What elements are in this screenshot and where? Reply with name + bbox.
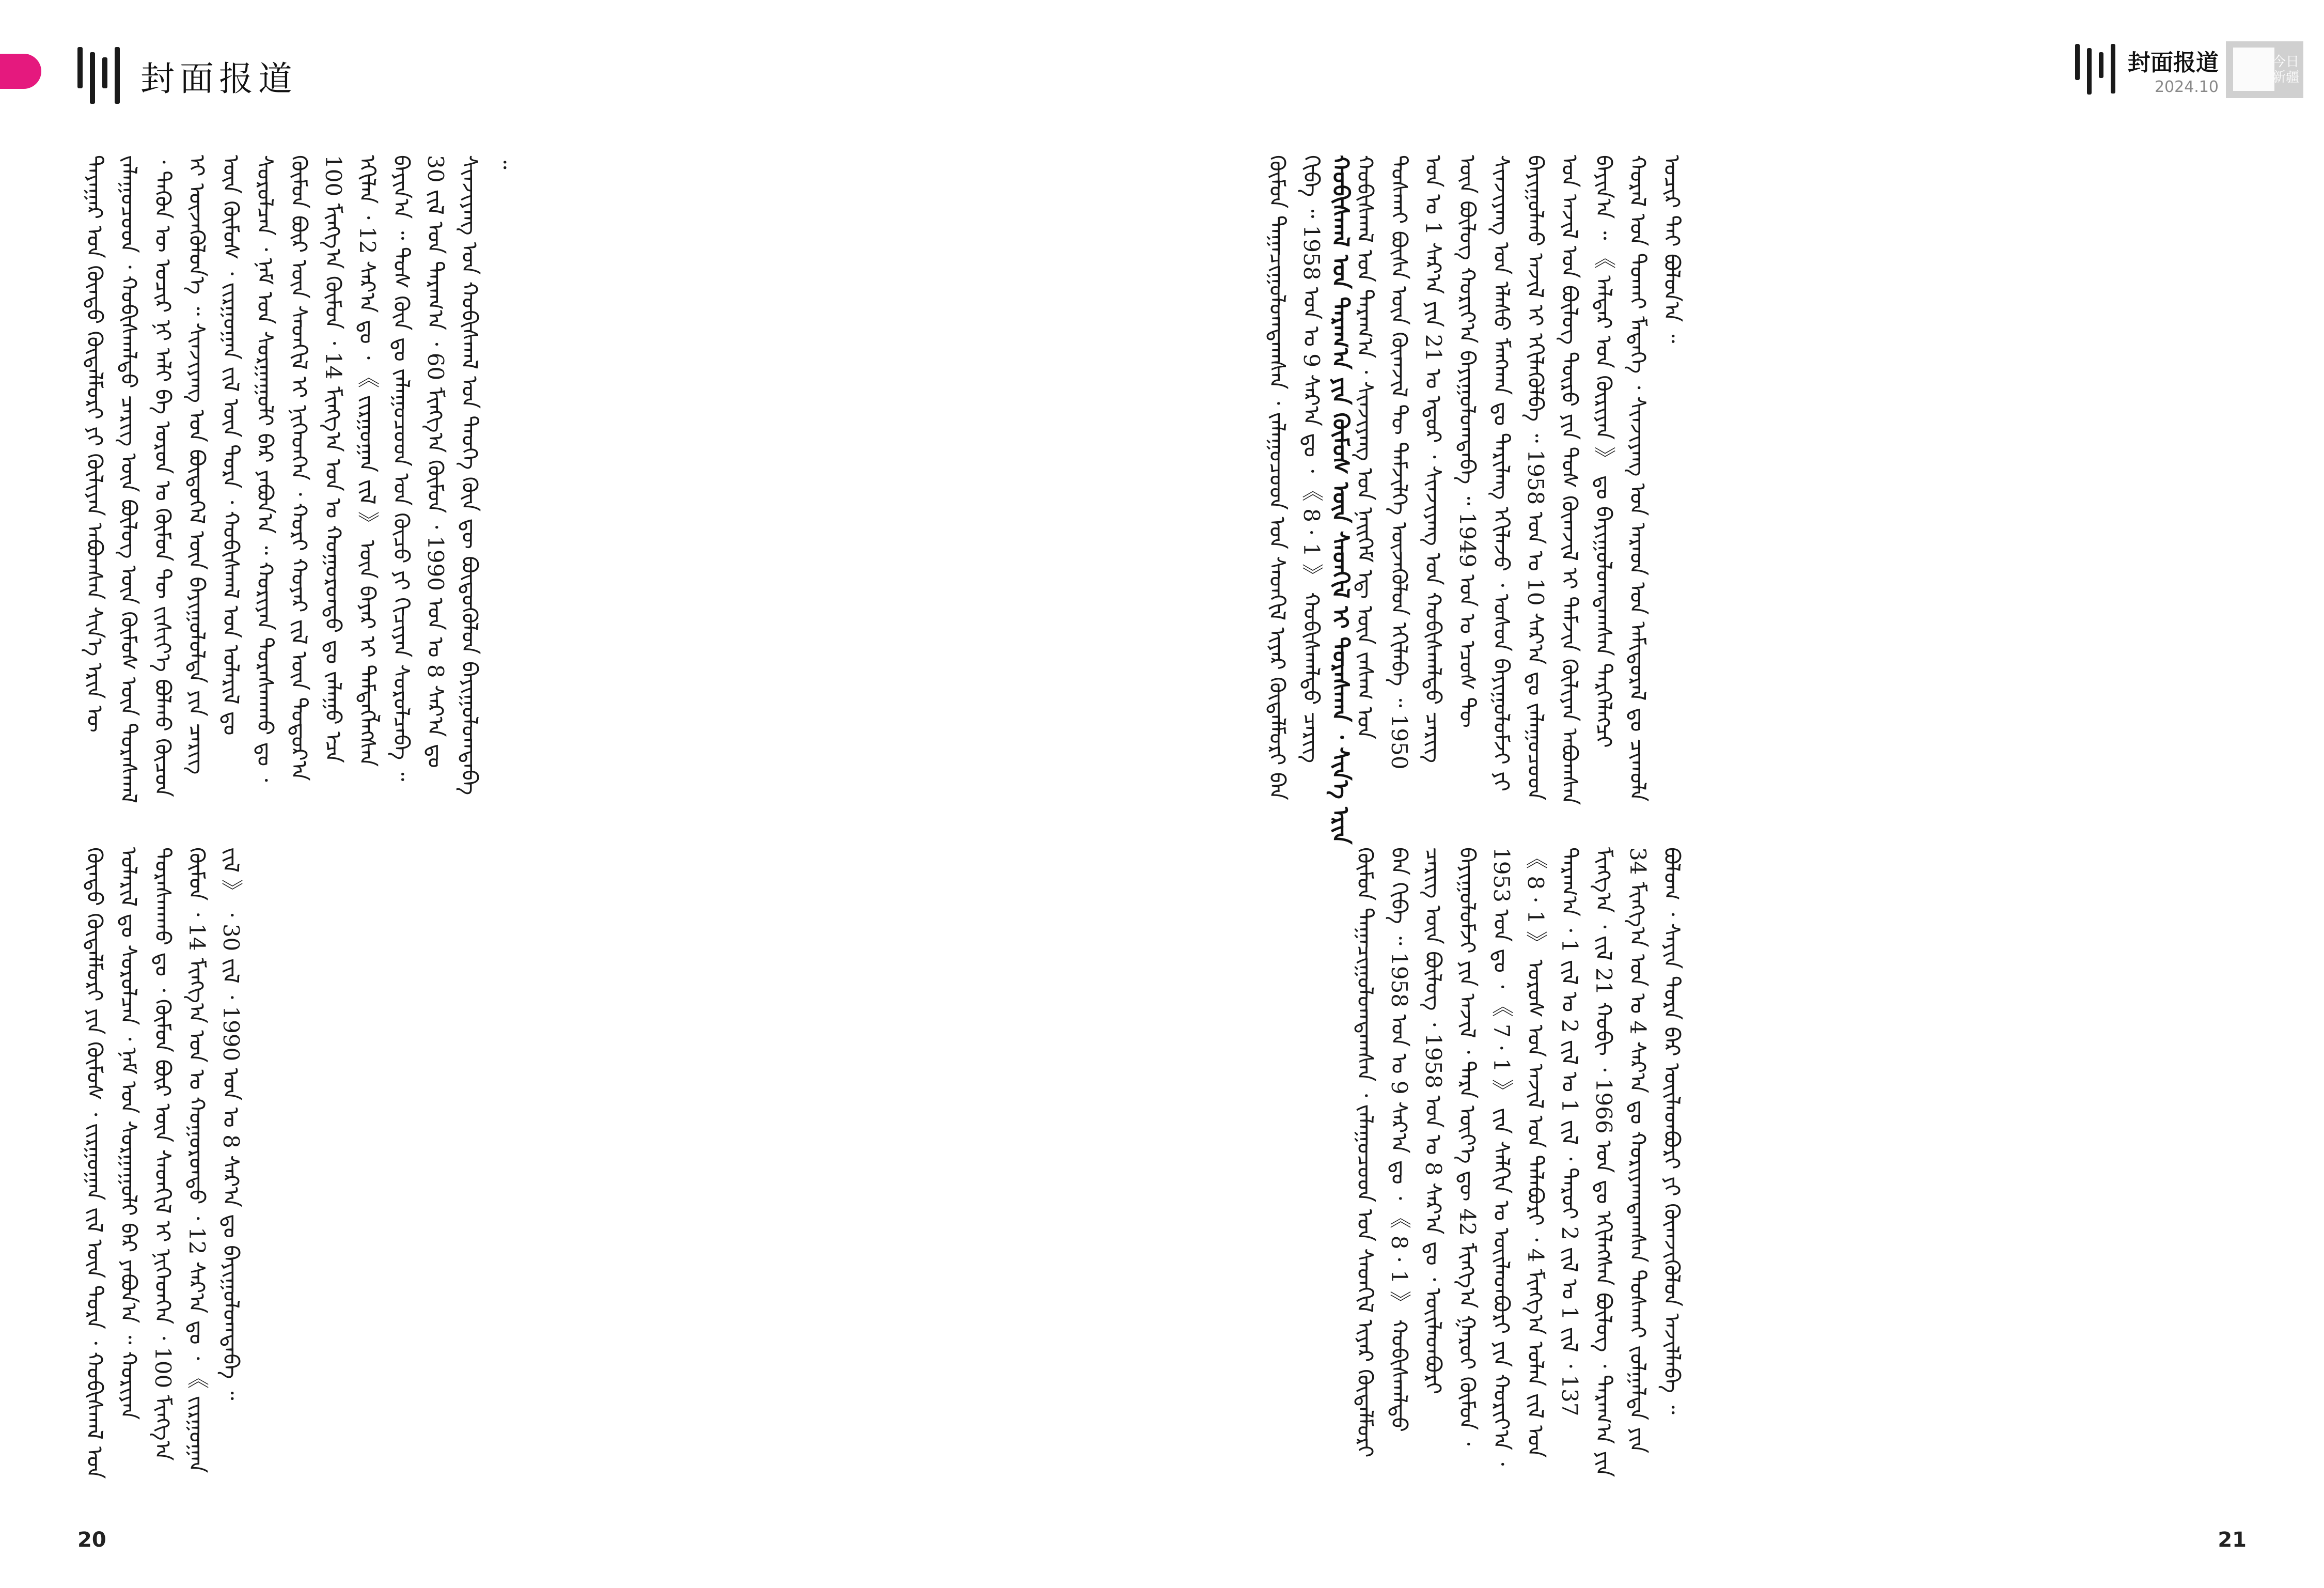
- section-marker-tab: [0, 54, 41, 89]
- article-text: ᠳᠠᠶᠠᠭᠠᠷ ᠤᠨ ᠬᠦᠨᠳᠦ ᠬᠦᠳᠡᠯᠮᠦᠷᠢ ᠶᠢ ᠬᠦᠯᠢᠶᠡᠨ ᠠᠪᠤᠭᠰᠠᠨ ᠰᠢᠨ᠎ᠡ ᠡᠷᠢᠨ ᠦ ᠵᠠᠯᠠᠭᠤᠴᠤᠳ ᠂ ᠬᠤᠪᠢᠰᠬᠠᠯᠲᠤ ᠴᠡᠷᠢᠭ ᠦᠨ ᠪᠦᠯᠦᠭ ᠦᠨ ᠬᠦᠮᠦᠰ ᠦᠨ ᠳᠤᠷᠠᠰᠬᠠᠯ ᠂ ᠲᠡᠭᠦᠨ ᠦ ᠤᠴᠢᠷ ᠨᠢ ᠠᠯᠢ ᠪᠠ ᠤᠷᠤᠨ ᠤ ᠬᠦᠮᠦᠨ ᠲᠦ ᠵᠢᠱᠢᠶ᠎ᠡ ᠪᠣᠯᠬᠤ ᠬᠦᠴᠦᠨ ᠢ ᠦᠵᠡᠭᠦᠯᠦᠨ᠎ᠡ ᠃ ᠰᠢᠨᠵᠢᠶᠠᠩ ᠤᠨ ᠪᠦᠲᠦᠭᠡᠯ ᠦᠨ ᠪᠠᠶᠢᠭᠤᠯᠤᠯᠲᠠ ᠶᠢᠨ ᠴᠡᠷᠢᠭ ᠦᠨ ᠬᠦᠮᠦᠰ ᠂ ᠵᠢᠷᠭᠤᠭᠠᠨ ᠵᠢᠯ ᠦᠨ ᠳᠤᠷᠠ ᠂ ᠬᠤᠪᠢᠰᠬᠠᠯ ᠤᠨ ᠤᠯᠠᠷᠢᠯ ᠳᠤ ᠰᠤᠷᠤᠯᠴᠠᠨ ᠂ ᠨᠠᠮ ᠤᠨ ᠰᠤᠷᠭᠠᠭᠤᠯᠢ ᠪᠠᠷ ᠶᠠᠪᠤᠨ᠎ᠠ ᠃ ᠬᠤᠷᠢᠶᠠᠨ ᠳᠤᠷᠠᠰᠬᠠᠬᠤ ᠳᠤ ᠂ ᠬᠦᠮᠦᠨ ᠪᠦᠷ ᠦᠨ ᠰᠡᠳᠬᠢᠯ ᠢ ᠨᠢᠭᠡᠳᠭᠡᠨ ᠂ ᠬᠤᠷᠢ ᠬᠤᠶᠠᠷ ᠵᠢᠯ ᠦᠨ ᠳᠤᠲᠤᠷ᠎ᠠ 100 ᠮᠢᠩᠭ᠎ᠠ ᠬᠦᠮᠦᠨ ᠂ 14 ᠮᠢᠩᠭ᠎ᠠ ᠣᠨ ᠤ ᠬᠤᠭᠤᠷᠤᠨᠳᠤ ᠳᠤ ᠵᠠᠯᠠᠭᠤ ᠡᠴᠡ ᠡᠬᠢᠯᠡᠨ ᠂ 12 ᠰᠠᠷ᠎ᠠ ᠳᠤ ᠂ 《 ᠵᠢᠷᠭᠤᠭᠠᠨ ᠵᠢᠯ 》 ᠦᠨ ᠪᠠᠶᠠᠷ ᠢ ᠲᠡᠮᠳᠡᠭᠯᠡᠭᠰᠡᠨ ᠪᠠᠶᠢᠨ᠎ᠠ ᠃ ᠲᠤᠰ ᠬᠦᠨ ᠳᠤ ᠵᠠᠯᠠᠭᠤᠴᠤᠳ ᠤᠨ ᠬᠦᠴᠦ ᠶᠢ ᠬᠢᠴᠢᠶᠡᠨ ᠰᠤᠷᠤᠯᠴᠠᠪᠠ ᠃ 30 ᠵᠢᠯ ᠤᠨ ᠳᠠᠷᠠᠭ᠎ᠠ ᠂ 60 ᠮᠢᠩᠭ᠎ᠠ ᠬᠦᠮᠦᠨ ᠂ 1990 ᠣᠨ ᠤ 8 ᠰᠠᠷ᠎ᠠ ᠳᠤ ᠰᠢᠨᠵᠢᠶᠠᠩ ᠤᠨ ᠬᠤᠪᠢᠰᠬᠠᠯ ᠤᠨ ᠲᠡᠦᠬᠡ ᠬᠦᠨ ᠳᠦ ᠪᠦᠳᠦᠭᠦᠯᠦᠨ ᠪᠠᠶᠢᠭᠤᠯᠤᠭᠳᠠᠪᠠ ᠃: [82, 155, 516, 803]
- article-text: ᠬᠦᠮᠦᠨ ᠲᠠᠭᠠᠴᠢᠭᠤᠯᠤᠭᠳᠠᠭᠰᠠᠨ ᠂ ᠵᠠᠯᠠᠭᠤᠴᠤᠳ ᠤᠨ ᠰᠡᠳᠬᠢᠯ ᠢᠶᠡᠷ ᠬᠦᠳᠡᠯᠮᠦᠷᠢ ᠪᠡᠨ ᠬᠢᠪᠡ ᠃ 1958 ᠣᠨ ᠤ 9 ᠰᠠᠷ᠎ᠠ ᠳᠤ ᠂ 《 8 · 1 》 ᠬᠤᠪᠢᠰᠬᠠᠯᠲᠤ ᠴᠡᠷᠢᠭ: [1265, 155, 1324, 800]
- mongolian-logo-glyph-icon: [2233, 48, 2274, 91]
- left-page-header: [77, 44, 297, 106]
- article-text: ᠬᠦᠮᠦᠨ ᠲᠠᠭᠠᠴᠢᠭᠤᠯᠤᠭᠳᠠᠭᠰᠠᠨ ᠂ ᠵᠠᠯᠠᠭᠤᠴᠤᠳ ᠤᠨ ᠰᠡᠳᠬᠢᠯ ᠢᠶᠡᠷ ᠬᠦᠳᠡᠯᠮᠦᠷᠢ ᠪᠡᠨ ᠬᠢᠪᠡ ᠃ 1958 ᠣᠨ ᠤ 9 ᠰᠠᠷ᠎ᠠ ᠳᠤ ᠂ 《 8 · 1 》 ᠬᠤᠪᠢᠰᠬᠠᠯᠲᠤ ᠴᠡᠷᠢᠭ ᠦᠨ ᠪᠦᠯᠦᠭ ᠂ 1958 ᠣᠨ ᠤ 8 ᠰᠠᠷ᠎ᠠ ᠳᠤ ᠂ ᠦᠢᠯᠡᠳᠪᠦᠷᠢ ᠪᠠᠶᠢᠭᠤᠯᠤᠮᠵᠢ ᠶᠢᠨ ᠠᠵᠢᠯ ᠂ ᠲᠡᠷᠡ ᠦᠶ᠎ᠡ ᠳᠦ 42 ᠮᠢᠩᠭ᠎ᠠ ᠭᠠᠷᠤᠢ ᠬᠦᠮᠦᠨ ᠂ 1953 ᠣᠨ ᠳᠤ ᠂ 《 7 · 1 》 ᠵᠢᠨ ᠰᠠᠯᠬᠢᠨ ᠤ ᠦᠢᠯᠡᠳᠪᠦᠷᠢ ᠶᠢᠨ ᠬᠤᠷᠢᠶ᠎ᠠ ᠂ 《 8 · 1 》 ᠤᠷᠤᠰ ᠤᠨ ᠠᠵᠢᠯ ᠤᠨ ᠲᠡᠯᠡᠪᠦᠷᠢ ᠂ 4 ᠮᠢᠩᠭ᠎ᠠ ᠤᠯᠠᠨ ᠵᠢᠯ ᠤᠨ ᠳᠠᠷᠠᠭ᠎ᠠ ᠂ 1 ᠵᠢᠯ ᠤ 2 ᠵᠢᠯ ᠤ 1 ᠵᠢᠯ ᠂ ᠳᠠᠷᠤᠢ 2 ᠵᠢᠯ ᠤ 1 ᠵᠢᠯ ᠂ 137 ᠮᠢᠩᠭ᠎ᠠ ᠂ ᠵᠢᠯ 21 ᠬᠤᠪᠢ ᠂ 1966 ᠣᠨ ᠳᠤ ᠡᠬᠢᠯᠡᠭᠰᠡᠨ ᠪᠦᠯᠦᠭ ᠂ ᠳᠠᠷᠠᠭ᠎ᠠ ᠶᠢᠨ 34 ᠮᠢᠩᠭ᠎ᠠ ᠣᠨ ᠤ 4 ᠰᠠᠷ᠎ᠠ ᠳᠤ ᠬᠤᠷᠢᠶᠠᠭᠳᠠᠭᠰᠠᠨ ᠲᠤᠰᠬᠠᠢ ᠵᠤᠯᠭᠠᠯᠲᠠ ᠶᠢᠨ ᠪᠤᠯᠤᠭ ᠂ ᠰᠠᠶᠢᠨ ᠳᠤᠷᠠ ᠪᠠᠷ ᠦᠢᠯᠡᠳᠪᠦᠷᠢ ᠶᠢ ᠬᠦᠭ᠍ᠵᠢᠭᠦᠯᠦᠨ ᠠᠵᠢᠯᠯᠠᠪᠠ ᠃: [1353, 847, 1685, 1477]
- article-text: ᠬᠦᠨᠳᠦ ᠬᠦᠳᠡᠯᠮᠦᠷᠢ ᠶᠢᠨ ᠬᠦᠮᠦᠰ ᠂ ᠵᠢᠷᠭᠤᠭᠠᠨ ᠵᠢᠯ ᠦᠨ ᠳᠤᠷᠠ ᠂ ᠬᠤᠪᠢᠰᠬᠠᠯ ᠤᠨ ᠤᠯᠠᠷᠢᠯ ᠳᠤ ᠰᠤᠷᠤᠯᠴᠠᠨ ᠂ ᠨᠠᠮ ᠤᠨ ᠰᠤᠷᠭᠠᠭᠤᠯᠢ ᠪᠠᠷ ᠶᠠᠪᠤᠨ᠎ᠠ ᠃ ᠬᠤᠷᠢᠶᠠᠨ ᠳᠤᠷᠠᠰᠬᠠᠬᠤ ᠳᠤ ᠂ ᠬᠦᠮᠦᠨ ᠪᠦᠷ ᠦᠨ ᠰᠡᠳᠬᠢᠯ ᠢ ᠨᠢᠭᠡᠳᠭᠡᠨ ᠂ 100 ᠮᠢᠩᠭ᠎ᠠ ᠬᠦᠮᠦᠨ ᠂ 14 ᠮᠢᠩᠭ᠎ᠠ ᠣᠨ ᠤ ᠬᠤᠭᠤᠷᠤᠨᠳᠤ ᠂ 12 ᠰᠠᠷ᠎ᠠ ᠳᠤ ᠂ 《 ᠵᠢᠷᠭᠤᠭᠠᠨ ᠵᠢᠯ 》 ᠂ 30 ᠵᠢᠯ ᠂ 1990 ᠣᠨ ᠤ 8 ᠰᠠᠷ᠎ᠠ ᠳᠤ ᠪᠠᠶᠢᠭᠤᠯᠤᠭᠳᠠᠪᠠ ᠃: [82, 847, 244, 1479]
- article-column-right-bottom: [1348, 847, 2278, 1483]
- right-page-header: [2075, 36, 2303, 103]
- issue-date: 2024.10: [2154, 77, 2219, 96]
- article-subheading-text: ᠬᠤᠪᠢᠰᠬᠠᠯ ᠤᠨ ᠳᠠᠷᠠᠭ᠎ᠠ ᠶᠢᠨ ᠬᠦᠮᠦᠰ ᠦᠨ ᠰᠡᠳᠬᠢᠯ ᠢ ᠳᠤᠷᠠᠰᠬᠠᠨ ᠂ ᠰᠢᠨ᠎ᠡ ᠡᠷᠢᠨ: [1327, 155, 1354, 845]
- page-number-left: 20: [77, 1528, 106, 1552]
- magazine-logo: [2226, 41, 2303, 98]
- page-number-right: 21: [2218, 1528, 2247, 1552]
- article-subheading: [1322, 155, 1358, 878]
- right-section-title: 封面报道: [2128, 49, 2219, 76]
- article-column-right-top: [1348, 155, 2278, 806]
- article-column-left-top: [77, 155, 1234, 806]
- article-text: ᠬᠤᠪᠢᠰᠬᠠᠯ ᠤᠨ ᠳᠠᠷᠠᠭ᠎ᠠ ᠂ ᠰᠢᠨᠵᠢᠶᠠᠩ ᠤᠨ ᠨᠡᠢᠭᠡᠮ ᠡᠳ᠋ ᠦᠨ ᠵᠠᠰᠠᠭ ᠤᠨ ᠲᠤᠰᠬᠠᠢ ᠪᠦᠰᠡ ᠦᠨ ᠬᠦᠭ᠍ᠵᠢᠯ ᠲᠦ ᠳᠡᠮᠵᠢᠯᠭᠡ ᠦᠵᠡᠭᠦᠯᠦᠨ ᠡᠬᠢᠯᠡᠪᠡ ᠃ 1950 ᠣᠨ ᠤ 1 ᠰᠠᠷ᠎ᠠ ᠶᠢᠨ 21 ᠤ ᠡᠳᠦᠷ ᠂ ᠰᠢᠨᠵᠢᠶᠠᠩ ᠤᠨ ᠬᠤᠪᠢᠰᠬᠠᠯᠲᠤ ᠴᠡᠷᠢᠭ ᠦᠨ ᠪᠦᠯᠦᠭ ᠬᠤᠷᠢᠶ᠎ᠠ ᠪᠠᠶᠢᠭᠤᠯᠤᠭᠳᠠᠪᠠ ᠃ 1949 ᠣᠨ ᠤ ᠡᠴᠦᠰ ᠲᠦ ᠰᠢᠨᠵᠢᠶᠠᠩ ᠤᠨ ᠡᠯᠡᠰᠦ ᠮᠠᠩᠬᠠᠨ ᠳᠤ ᠲᠠᠷᠢᠯᠠᠩ ᠡᠬᠢᠯᠡᠵᠦ ᠂ ᠤᠰᠤᠨ ᠪᠠᠶᠢᠭᠤᠯᠤᠮᠵᠢ ᠶᠢ ᠪᠠᠶᠢᠭᠤᠯᠬᠤ ᠠᠵᠢᠯ ᠢ ᠡᠬᠢᠯᠡᠭᠦᠯᠪᠡ ᠃ 1958 ᠣᠨ ᠤ 10 ᠰᠠᠷ᠎ᠠ ᠳᠤ ᠵᠠᠯᠠᠭᠤᠴᠤᠳ ᠤᠨ ᠠᠵᠢᠯ ᠤᠨ ᠪᠦᠯᠦᠭ ᠲᠦᠷᠦ ᠶᠢᠨ ᠲᠤᠰ ᠬᠦᠭ᠍ᠵᠢᠯ ᠢ ᠳᠡᠮᠵᠢᠨ ᠬᠦᠯᠢᠶᠡᠨ ᠠᠪᠤᠭᠰᠠᠨ ᠪᠠᠶᠢᠨ᠎ᠠ ᠃ 《 ᠠᠯᠳᠠᠷ ᠤᠨ ᠬᠦᠷᠢᠶᠡᠨ 》 ᠳᠤ ᠪᠠᠶᠢᠭᠤᠯᠤᠭᠳᠠᠭᠰᠠᠨ ᠲᠡᠷᠭᠡᠯᠡᠭᠴᠢ ᠬᠤᠷᠠᠯ ᠤᠨ ᠲᠤᠬᠠᠢ ᠮᠡᠳᠡᠭᠡ ᠂ ᠰᠢᠨᠵᠢᠶᠠᠩ ᠤᠨ ᠠᠷᠠᠳ ᠤᠨ ᠠᠮᠢᠳᠤᠷᠠᠯ ᠳᠤ ᠴᠢᠬᠤᠯᠠ ᠤᠴᠢᠷ ᠲᠠᠢ ᠪᠣᠯᠤᠨ᠎ᠠ ᠃: [1353, 155, 1685, 805]
- article-column-left-bottom: [77, 847, 1234, 1483]
- mongolian-title-logo-icon: [77, 47, 120, 104]
- left-section-title: 封面报道: [140, 58, 297, 99]
- article-column-right-continuation: [1260, 155, 1332, 806]
- magazine-name: 今日 新疆: [2272, 54, 2299, 85]
- mongolian-title-logo-icon: [2075, 44, 2115, 96]
